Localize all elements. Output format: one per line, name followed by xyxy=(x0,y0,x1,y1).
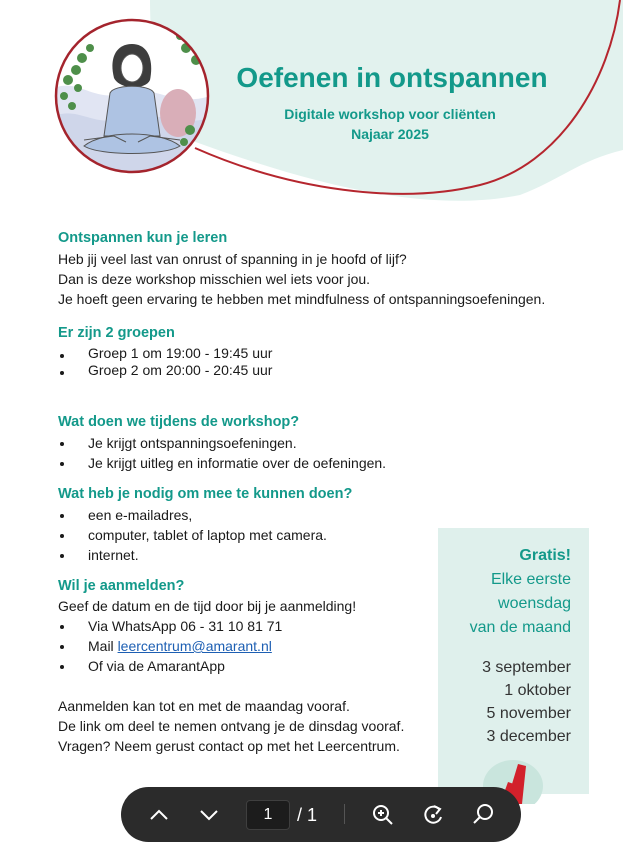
footer-line: De link om deel te nemen ontvang je de dinsdag vooraf. xyxy=(58,718,405,734)
date-item: 3 september xyxy=(482,659,571,676)
footer-line: Aanmelden kan tot en met de maandag vooraf. xyxy=(58,698,350,714)
signup-intro: Geef de datum en de tijd door bij je aanmelding! xyxy=(58,598,357,614)
schedule-text: woensdag xyxy=(498,595,571,612)
section-heading-groups: Er zijn 2 groepen xyxy=(58,325,175,341)
list-item: Groep 2 om 20:00 - 20:45 uur xyxy=(58,362,598,379)
previous-page-button[interactable] xyxy=(143,799,175,831)
email-link[interactable]: leercentrum@amarant.nl xyxy=(117,638,272,654)
intro-line: Je hoeft geen ervaring te hebben met mindfulness of ontspanningsoefeningen. xyxy=(58,291,546,307)
date-item: 5 november xyxy=(486,705,571,722)
zoom-in-button[interactable] xyxy=(367,799,399,831)
section-heading-workshop: Wat doen we tijdens de workshop? xyxy=(58,414,300,430)
groups-list xyxy=(58,345,598,379)
rotate-icon xyxy=(417,799,449,831)
list-item: computer, tablet of laptop met camera. xyxy=(58,525,598,545)
date-item: 1 oktober xyxy=(504,682,571,699)
section-heading-learn: Ontspannen kun je leren xyxy=(58,230,228,246)
workshop-list xyxy=(58,433,598,473)
section-heading-signup: Wil je aanmelden? xyxy=(58,578,185,594)
page-total: / 1 xyxy=(297,805,318,825)
toolbar-divider xyxy=(344,804,345,824)
list-item: Of via de AmarantApp xyxy=(58,656,598,676)
page-title: Oefenen in ontspannen xyxy=(236,62,548,93)
list-item: internet. xyxy=(58,545,598,565)
subtitle-line: Digitale workshop voor cliënten xyxy=(284,106,496,122)
schedule-text: van de maand xyxy=(469,619,571,636)
list-item: Via WhatsApp 06 - 31 10 81 71 xyxy=(58,616,598,636)
next-page-button[interactable] xyxy=(193,799,225,831)
page-subtitle xyxy=(222,104,558,144)
intro-line: Dan is deze workshop misschien wel iets voor jou. xyxy=(58,271,371,287)
mail-prefix: Mail xyxy=(88,638,118,654)
chevron-up-icon xyxy=(143,799,175,831)
rotate-button[interactable] xyxy=(417,799,449,831)
search-icon xyxy=(467,799,499,831)
zoom-in-icon xyxy=(367,799,399,831)
free-badge: Gratis! xyxy=(519,547,571,564)
search-button[interactable] xyxy=(467,799,499,831)
list-item: Je krijgt uitleg en informatie over de oefeningen. xyxy=(58,453,598,473)
date-item: 3 december xyxy=(486,728,571,745)
list-item: Groep 1 om 19:00 - 19:45 uur xyxy=(58,345,598,362)
section-heading-needs: Wat heb je nodig om mee te kunnen doen? xyxy=(58,486,353,502)
meditation-illustration xyxy=(54,18,210,174)
footer-line: Vragen? Neem gerust contact op met het Leercentrum. xyxy=(58,738,400,754)
subtitle-season: Najaar 2025 xyxy=(351,126,429,142)
page-number-input[interactable]: 1 xyxy=(246,800,290,830)
dates-panel-content xyxy=(470,544,571,748)
chevron-down-icon xyxy=(193,799,225,831)
date-list xyxy=(470,656,571,748)
list-item: een e-mailadres, xyxy=(58,505,598,525)
pdf-toolbar xyxy=(121,787,521,842)
list-item: Je krijgt ontspanningsoefeningen. xyxy=(58,433,598,453)
schedule-text: Elke eerste xyxy=(490,571,571,588)
intro-line: Heb jij veel last van onrust of spanning in je hoofd of lijf? xyxy=(58,251,407,267)
